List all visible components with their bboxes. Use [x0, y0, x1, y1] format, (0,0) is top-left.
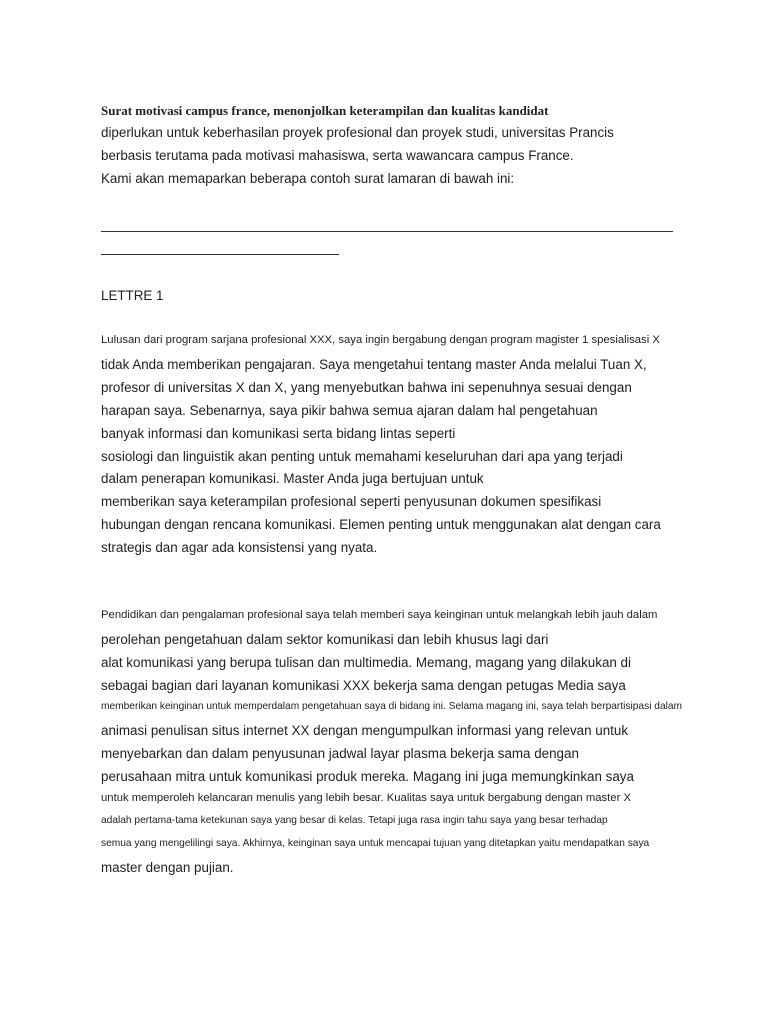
paragraph-line: sosiologi dan linguistik akan penting untuk memahami keseluruhan dari apa yang terjadi [101, 449, 623, 464]
paragraph-line: master dengan pujian. [101, 860, 234, 875]
paragraph-line: banyak informasi dan komunikasi serta bidang lintas seperti [101, 426, 456, 441]
section-heading: LETTRE 1 [101, 288, 164, 303]
intro-line: Kami akan memaparkan beberapa contoh surat lamaran di bawah ini: [101, 171, 515, 186]
intro-line: berbasis terutama pada motivasi mahasiswa, serta wawancara campus France. [101, 148, 574, 163]
paragraph-line: memberikan saya keterampilan profesional seperti penyusunan dokumen spesifikasi [101, 494, 602, 509]
separator-line-short [101, 254, 339, 255]
paragraph-line: perusahaan mitra untuk komunikasi produk mereka. Magang ini juga memungkinkan saya [101, 769, 634, 784]
paragraph-line: memberikan keinginan untuk memperdalam pengetahuan saya di bidang ini. Selama magang ini, saya telah berpartisipasi dalam [101, 701, 683, 712]
paragraph-line: adalah pertama-tama ketekunan saya yang besar di kelas. Tetapi juga rasa ingin tahu saya yang besar terhadap [101, 815, 608, 826]
paragraph-line: animasi penulisan situs internet XX dengan mengumpulkan informasi yang relevan untuk [101, 723, 629, 738]
paragraph-line: alat komunikasi yang berupa tulisan dan multimedia. Memang, magang yang dilakukan di [101, 655, 631, 670]
paragraph-line: harapan saya. Sebenarnya, saya pikir bahwa semua ajaran dalam hal pengetahuan [101, 403, 598, 418]
paragraph-line: hubungan dengan rencana komunikasi. Elemen penting untuk menggunakan alat dengan cara [101, 517, 661, 532]
paragraph-line: dalam penerapan komunikasi. Master Anda juga bertujuan untuk [101, 471, 484, 486]
paragraph-line: Pendidikan dan pengalaman profesional saya telah memberi saya keinginan untuk melangkah lebih jauh dalam [101, 609, 658, 621]
paragraph-line: strategis dan agar ada konsistensi yang nyata. [101, 540, 378, 555]
intro-line: diperlukan untuk keberhasilan proyek profesional dan proyek studi, universitas Prancis [101, 125, 614, 140]
paragraph-line: untuk memperoleh kelancaran menulis yang lebih besar. Kualitas saya untuk bergabung dengan master X [101, 792, 632, 804]
paragraph-line: Lulusan dari program sarjana profesional XXX, saya ingin bergabung dengan program magister 1 spesialisasi X [101, 334, 660, 346]
paragraph-line: profesor di universitas X dan X, yang menyebutkan bahwa ini sepenuhnya sesuai dengan [101, 380, 632, 395]
paragraph-line: perolehan pengetahuan dalam sektor komunikasi dan lebih khusus lagi dari [101, 632, 549, 647]
paragraph-line: sebagai bagian dari layanan komunikasi XXX bekerja sama dengan petugas Media saya [101, 678, 626, 693]
paragraph-line: menyebarkan dan dalam penyusunan jadwal layar plasma bekerja sama dengan [101, 746, 579, 761]
paragraph-line: tidak Anda memberikan pengajaran. Saya mengetahui tentang master Anda melalui Tuan X, [101, 357, 647, 372]
document-title: Surat motivasi campus france, menonjolkan keterampilan dan kualitas kandidat [101, 103, 549, 118]
paragraph-line: semua yang mengelilingi saya. Akhirnya, keinginan saya untuk mencapai tujuan yang ditetapkan yaitu mendapatkan saya [101, 838, 650, 849]
separator-line [101, 231, 673, 232]
